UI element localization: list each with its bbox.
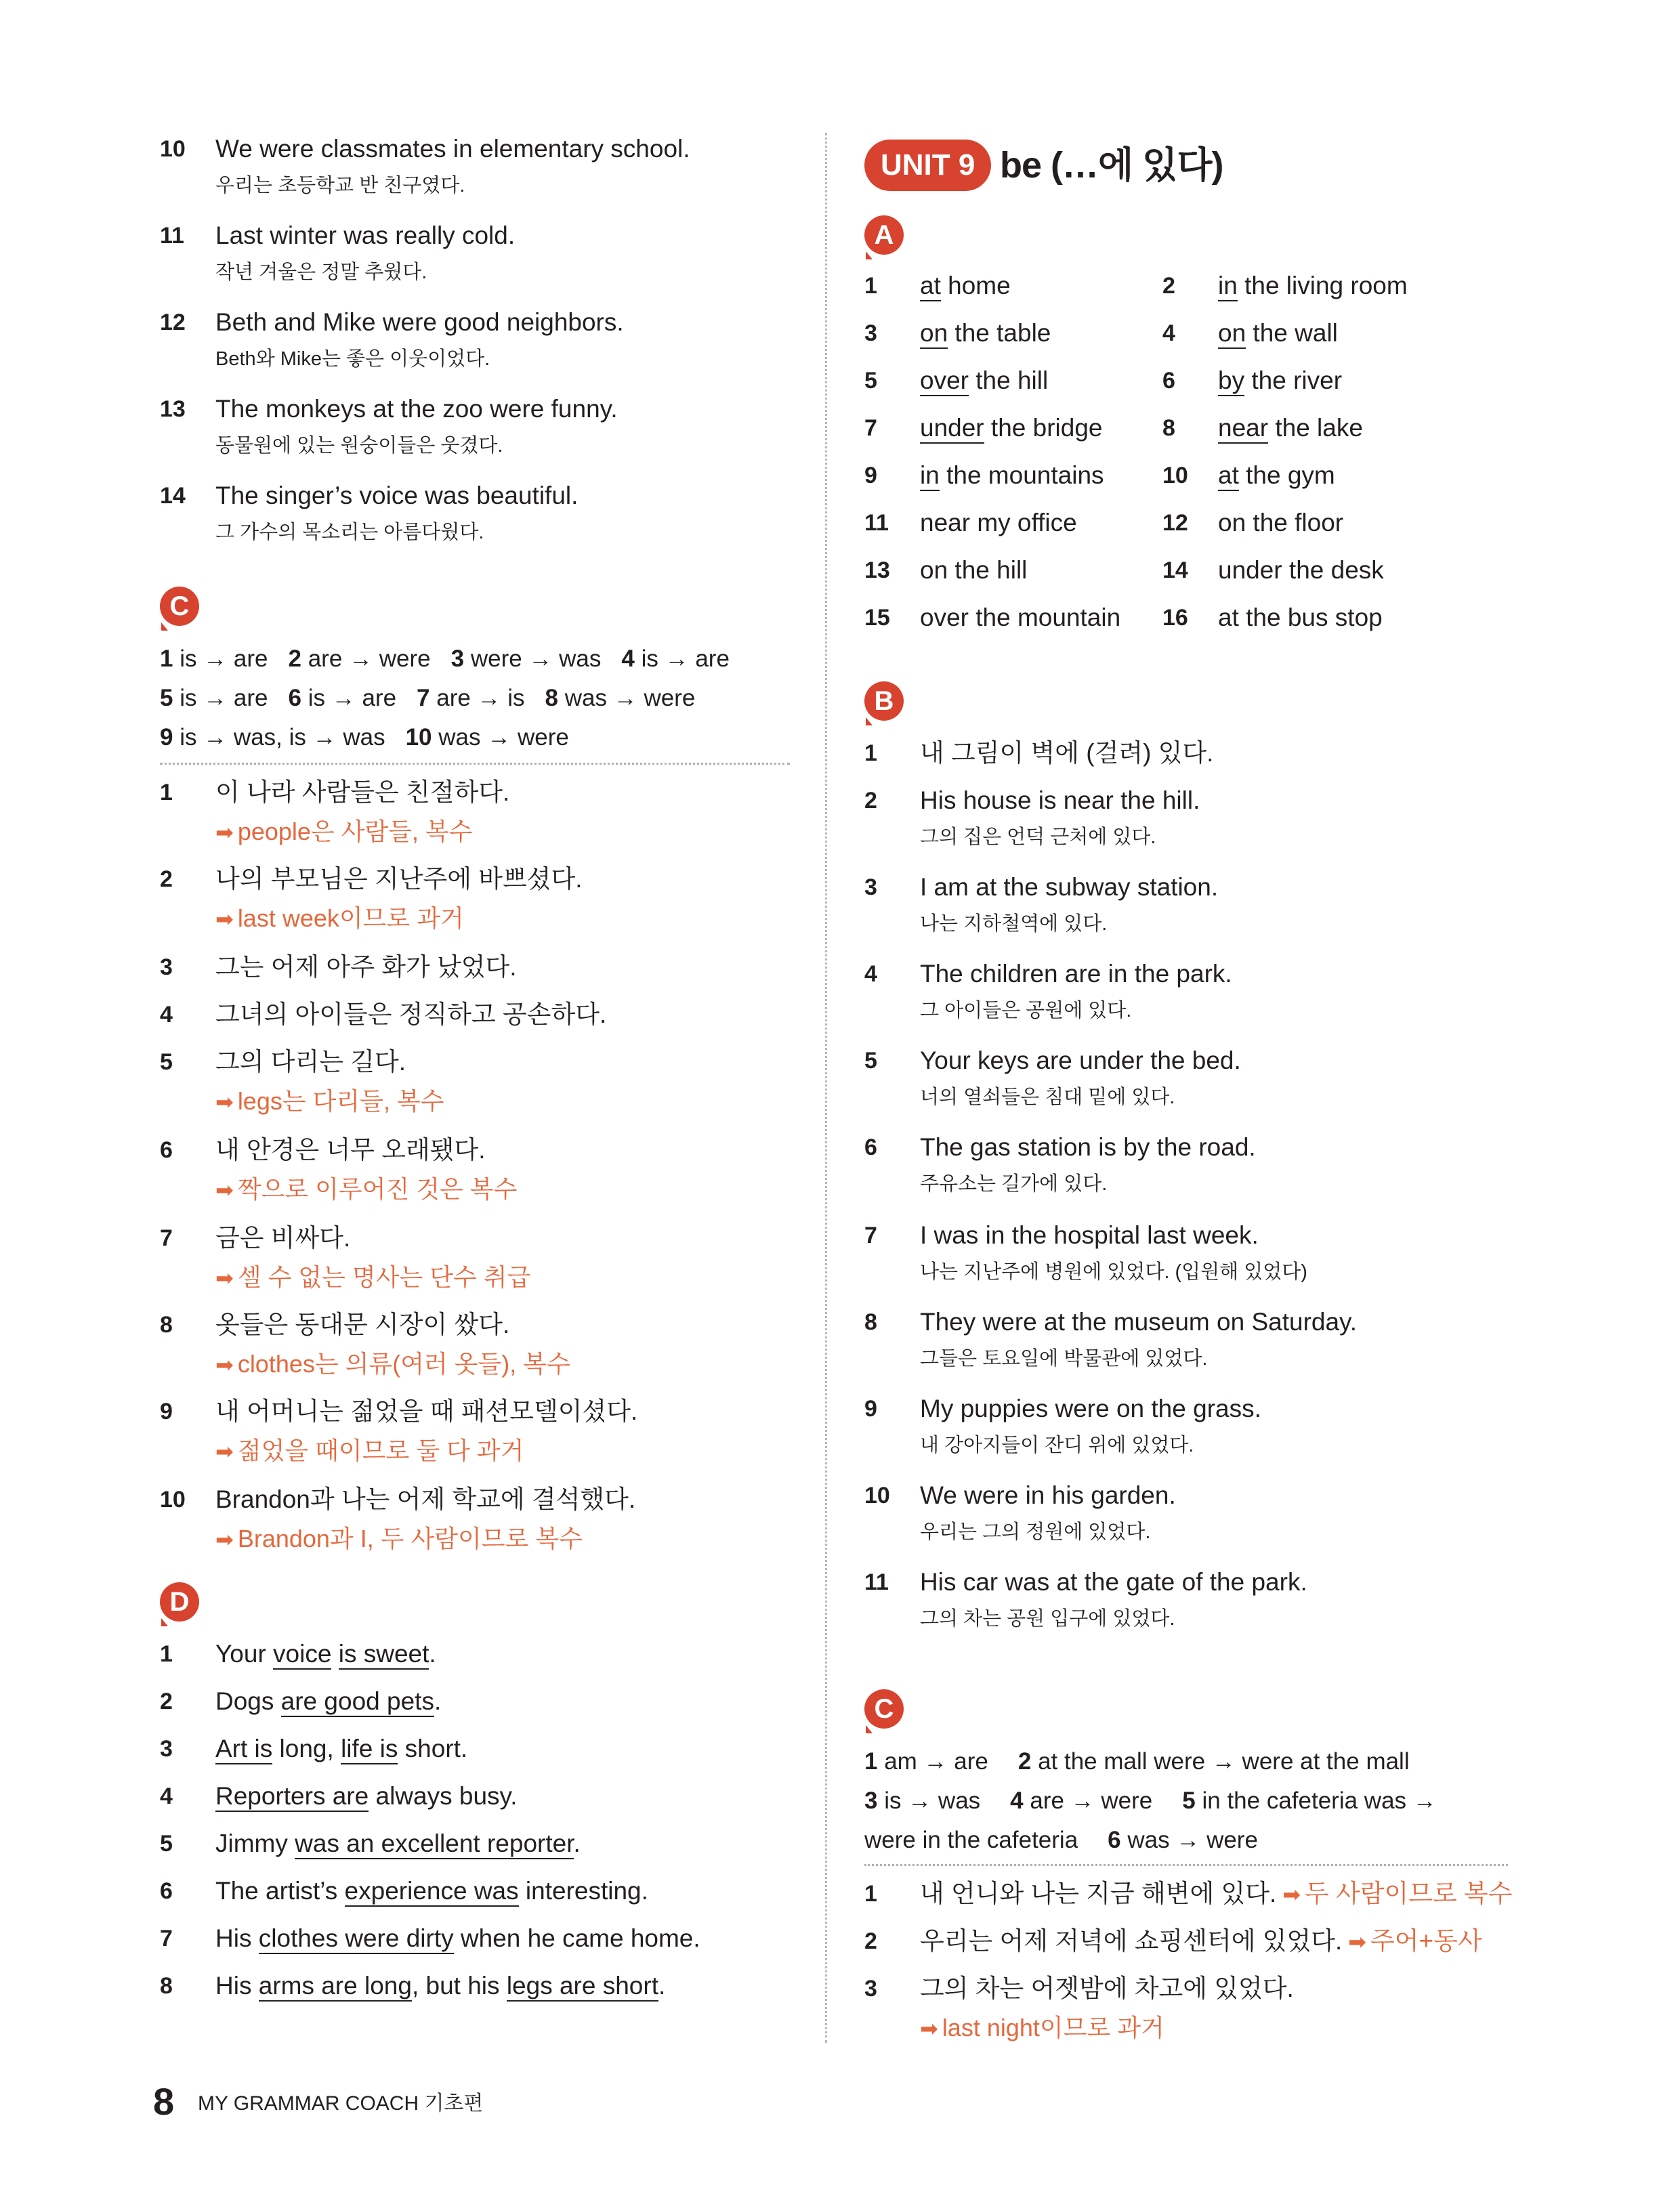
arrow-right-icon: ➡ — [215, 1266, 234, 1290]
arrow-right-icon: ➡ — [215, 1527, 234, 1552]
sentence-part: Jimmy — [215, 1829, 295, 1857]
korean-sentence: 내 어머니는 젊었을 때 패션모델이셨다. — [215, 1397, 638, 1425]
answer-phrase — [920, 507, 1077, 539]
korean-translation: 우리는 그의 정원에 있었다. — [920, 1521, 1151, 1543]
english-sentence: We were in his garden. — [920, 1481, 1176, 1509]
item-number: 2 — [864, 1928, 877, 1954]
english-sentence — [215, 1875, 648, 1907]
english-sentence: The monkeys at the zoo were funny. — [215, 395, 618, 423]
grid-row — [864, 507, 1508, 547]
underlined-preposition: in — [1218, 272, 1238, 301]
sentence-part: always busy. — [369, 1782, 518, 1810]
hint-line — [215, 1261, 530, 1294]
korean-translation: 나는 지난주에 병원에 있었다. (입원해 있었다) — [920, 1261, 1307, 1283]
underlined-preposition: at — [1218, 461, 1239, 491]
grid-row — [864, 317, 1508, 358]
item-number: 10 — [160, 1487, 186, 1512]
item-number: 10 — [864, 1483, 890, 1508]
hint-line — [215, 1085, 444, 1118]
item-number: 4 — [160, 1002, 173, 1028]
item-number: 14 — [1162, 557, 1188, 583]
korean-text: 그의 차는 어젯밤에 차고에 있었다. — [920, 1974, 1294, 2002]
item-number: 7 — [160, 1926, 173, 1951]
korean-translation: 우리는 초등학교 반 친구였다. — [215, 175, 465, 196]
english-sentence: We were classmates in elementary school. — [215, 135, 690, 163]
sentence-part: , but his — [411, 1972, 507, 2000]
answer-line — [160, 679, 790, 718]
phrase-rest: near my office — [920, 509, 1077, 536]
answer-text: is → are — [308, 685, 397, 711]
korean-translation: 작년 겨울은 정말 추웠다. — [215, 261, 427, 283]
answer-text: are → were — [1030, 1788, 1153, 1814]
arrow-right-icon: ➡ — [920, 2016, 938, 2041]
answer-phrase — [1218, 601, 1383, 634]
grid-row — [864, 364, 1508, 405]
item-number: 7 — [864, 415, 877, 441]
answer-phrase — [920, 601, 1120, 634]
korean-translation: 그들은 토요일에 박물관에 있었다. — [920, 1348, 1208, 1370]
english-sentence — [215, 1638, 436, 1670]
answer-phrase — [1218, 554, 1384, 587]
item-number: 2 — [1162, 273, 1175, 299]
item-number: 13 — [864, 557, 890, 583]
item-number: 3 — [160, 1736, 173, 1762]
item-number: 12 — [1162, 510, 1188, 536]
answer-text: in the cafeteria was → — [1202, 1788, 1437, 1814]
sentence-part: when he came home. — [453, 1924, 700, 1952]
answer-phrase — [1218, 507, 1343, 539]
korean-translation: 나는 지하철역에 있다. — [920, 913, 1108, 935]
english-sentence: The singer’s voice was beautiful. — [215, 482, 579, 509]
answer-text: was → were — [438, 724, 569, 750]
korean-sentence: Brandon과 나는 어제 학교에 결석했다. — [215, 1485, 636, 1513]
answer-phrase — [1218, 270, 1408, 302]
phrase-rest: the lake — [1268, 414, 1363, 442]
item-number: 2 — [160, 1689, 173, 1714]
grid-row — [864, 554, 1508, 595]
underlined-part: voice — [273, 1640, 331, 1670]
english-sentence — [215, 1970, 665, 2002]
item-number: 1 — [160, 780, 173, 805]
hint-line — [215, 816, 473, 849]
korean-sentence — [920, 1925, 1482, 1958]
answer-number: 5 — [1182, 1788, 1196, 1814]
item-number: 2 — [864, 788, 877, 813]
answer-number: 8 — [545, 685, 559, 711]
sentence-part: . — [434, 1687, 442, 1715]
korean-translation: 그의 차는 공원 입구에 있었다. — [920, 1608, 1175, 1630]
underlined-preposition: under — [920, 414, 984, 444]
item-number: 1 — [864, 1881, 877, 1907]
arrow-right-icon: ➡ — [1276, 1882, 1301, 1907]
sentence-part: interesting. — [518, 1877, 648, 1905]
sentence-part — [331, 1640, 338, 1668]
item-number: 5 — [160, 1831, 173, 1857]
section-d-badge: D — [160, 1582, 199, 1622]
item-number: 11 — [160, 223, 184, 249]
item-number: 7 — [864, 1223, 877, 1248]
answer-text: is → are — [180, 646, 268, 672]
item-number: 11 — [864, 510, 889, 536]
item-number: 13 — [160, 396, 186, 422]
answer-number: 4 — [621, 646, 635, 672]
underlined-part: life is — [341, 1735, 398, 1764]
answer-phrase — [920, 317, 1051, 350]
korean-translation: 내 강아지들이 잔디 위에 있었다. — [920, 1435, 1194, 1456]
phrase-rest: the living room — [1237, 272, 1408, 299]
hint-text: last night이므로 과거 — [942, 2014, 1164, 2042]
underlined-preposition: near — [1218, 414, 1268, 444]
hint-text: 셀 수 없는 명사는 단수 취급 — [237, 1263, 531, 1291]
sentence-part: Your — [215, 1640, 274, 1668]
sentence-part: . — [429, 1640, 436, 1668]
underlined-part: arms are long — [259, 1972, 412, 2002]
answer-phrase — [920, 364, 1048, 397]
hint-text: 두 사람이므로 복수 — [1305, 1880, 1513, 1907]
page-number: 8 — [153, 2080, 175, 2123]
phrase-rest: the mountains — [939, 461, 1104, 489]
answer-text: were → was — [470, 646, 602, 672]
underlined-preposition: at — [920, 272, 941, 301]
korean-sentence: 그의 다리는 길다. — [215, 1048, 406, 1076]
answer-text: am → are — [884, 1748, 988, 1775]
answer-text: is → was — [884, 1788, 981, 1814]
answer-line — [160, 718, 790, 757]
answer-number: 4 — [1010, 1788, 1024, 1814]
arrow-right-icon: ➡ — [215, 820, 234, 845]
phrase-rest: the gym — [1238, 461, 1335, 489]
phrase-rest: the bridge — [984, 414, 1103, 442]
korean-sentence: 그녀의 아이들은 정직하고 공손하다. — [215, 1000, 607, 1028]
korean-translation: 주유소는 길가에 있다. — [920, 1173, 1108, 1195]
english-sentence — [215, 1827, 581, 1860]
korean-sentence: 내 안경은 너무 오래됐다. — [215, 1136, 486, 1164]
underlined-preposition: over — [920, 366, 969, 396]
sentence-part: . — [658, 1972, 666, 2000]
underlined-preposition: in — [920, 461, 940, 491]
korean-translation: 그 아이들은 공원에 있다. — [920, 1000, 1132, 1021]
hint-text: 짝으로 이루어진 것은 복수 — [237, 1175, 518, 1203]
answer-text: were in the cafeteria — [864, 1827, 1078, 1853]
item-number: 3 — [864, 874, 877, 900]
english-sentence — [215, 1685, 441, 1718]
underlined-preposition: on — [1218, 319, 1246, 349]
korean-text: 내 언니와 나는 지금 해변에 있다. — [920, 1880, 1277, 1907]
column-divider — [825, 133, 827, 2043]
answer-line — [864, 1742, 1508, 1781]
answer-line — [864, 1821, 1508, 1860]
hint-text: people은 사람들, 복수 — [237, 818, 473, 845]
hint-line — [215, 1523, 583, 1556]
answer-line — [864, 1781, 1508, 1821]
section-c-badge: C — [160, 587, 199, 626]
item-number: 5 — [864, 368, 877, 394]
sentence-part: long, — [272, 1735, 341, 1762]
item-number: 3 — [864, 320, 877, 346]
section-a-badge: A — [864, 215, 904, 255]
korean-sentence: 옷들은 동대문 시장이 쌌다. — [215, 1311, 510, 1338]
underlined-part: was an excellent reporter — [295, 1829, 573, 1859]
item-number: 6 — [1162, 368, 1175, 394]
answer-line — [160, 639, 790, 679]
item-number: 8 — [1162, 415, 1175, 441]
section-b-badge: B — [864, 681, 904, 721]
phrase-rest: over the mountain — [920, 604, 1121, 631]
answer-number: 10 — [405, 724, 432, 750]
hint-text: legs는 다리들, 복수 — [237, 1087, 444, 1115]
answer-number: 6 — [288, 685, 301, 711]
underlined-part: legs are short — [507, 1972, 658, 2002]
phrase-rest: on the floor — [1218, 509, 1344, 536]
arrow-right-icon: ➡ — [215, 1090, 234, 1114]
hint-text: Brandon과 I, 두 사람이므로 복수 — [237, 1525, 583, 1552]
phrase-rest: home — [940, 272, 1011, 299]
english-sentence: The children are in the park. — [920, 960, 1232, 988]
answer-text: at the mall were → were at the mall — [1038, 1748, 1410, 1775]
hint-line — [215, 1173, 517, 1206]
answer-number: 6 — [1108, 1827, 1121, 1853]
english-sentence: His car was at the gate of the park. — [920, 1568, 1307, 1596]
answer-text: are → is — [436, 685, 525, 711]
underlined-preposition: on — [920, 319, 948, 349]
english-sentence — [215, 1780, 518, 1813]
item-number: 15 — [864, 605, 890, 631]
answer-phrase — [920, 412, 1103, 444]
item-number: 5 — [864, 1048, 877, 1074]
english-sentence: Your keys are under the bed. — [920, 1046, 1241, 1074]
item-number: 3 — [160, 954, 173, 980]
item-number: 2 — [160, 866, 173, 892]
item-number: 14 — [160, 483, 186, 509]
sentence-part: Dogs — [215, 1687, 281, 1715]
item-number: 1 — [160, 1641, 173, 1667]
item-number: 5 — [160, 1049, 173, 1075]
phrase-rest: at the bus stop — [1218, 604, 1383, 631]
korean-text: 우리는 어제 저녁에 쇼핑센터에 있었다. — [920, 1927, 1343, 1955]
item-number: 8 — [160, 1973, 173, 1999]
korean-translation: 그 가수의 목소리는 아름다웠다. — [215, 522, 484, 543]
hint-text: 젊었을 때이므로 둘 다 과거 — [237, 1437, 524, 1464]
underlined-part: Art is — [215, 1735, 272, 1764]
answer-text: is → was, is → was — [180, 724, 385, 750]
answer-number: 3 — [864, 1788, 878, 1814]
english-sentence: The gas station is by the road. — [920, 1133, 1256, 1161]
grid-row — [864, 601, 1508, 642]
answer-phrase — [1218, 317, 1338, 350]
answer-phrase — [1218, 459, 1335, 492]
section-c-badge-right: C — [864, 1689, 904, 1729]
hint-line — [215, 1435, 524, 1468]
underlined-part: clothes were dirty — [259, 1924, 454, 1954]
answer-number: 7 — [417, 685, 430, 711]
phrase-rest: the hill — [968, 366, 1049, 394]
english-sentence — [215, 1733, 467, 1765]
underlined-part: Reporters are — [215, 1782, 369, 1812]
sentence-part: His — [215, 1924, 259, 1952]
sentence-part: The artist’s — [215, 1877, 345, 1905]
answer-number: 1 — [160, 646, 173, 672]
answer-text: was → were — [564, 685, 696, 711]
english-sentence — [215, 1922, 700, 1955]
korean-translation: 동물원에 있는 원숭이들은 웃겼다. — [215, 435, 503, 457]
korean-sentence: 이 나라 사람들은 친절하다. — [215, 778, 510, 806]
english-sentence: 내 그림이 벽에 (걸려) 있다. — [920, 739, 1214, 767]
item-number: 6 — [864, 1135, 877, 1160]
item-number: 3 — [864, 1976, 877, 2002]
phrase-rest: the table — [948, 319, 1051, 347]
phrase-rest: under the desk — [1218, 556, 1384, 584]
item-number: 1 — [864, 273, 877, 299]
sentence-part: short. — [398, 1735, 468, 1762]
answer-text: is → are — [641, 646, 730, 672]
phrase-rest: on the hill — [920, 556, 1028, 584]
arrow-right-icon: ➡ — [1342, 1930, 1366, 1954]
korean-sentence — [920, 1972, 1294, 2005]
answer-phrase — [1218, 364, 1342, 397]
arrow-right-icon: ➡ — [215, 1178, 234, 1202]
hint-line — [920, 2012, 1164, 2045]
underlined-preposition: by — [1218, 366, 1244, 396]
item-number: 11 — [864, 1569, 889, 1595]
english-sentence: Beth and Mike were good neighbors. — [215, 308, 624, 336]
underlined-part: is sweet — [339, 1640, 429, 1670]
korean-sentence: 그는 어제 아주 화가 났었다. — [215, 953, 517, 981]
unit-title: be (…에 있다) — [1000, 145, 1223, 186]
answer-number: 9 — [160, 724, 173, 750]
book-title: MY GRAMMAR COACH 기초편 — [198, 2092, 484, 2115]
sentence-part: His — [215, 1972, 259, 2000]
answer-text: are → were — [308, 646, 431, 672]
english-sentence: Last winter was really cold. — [215, 221, 516, 249]
grid-row — [864, 412, 1508, 452]
item-number: 9 — [864, 463, 877, 488]
arrow-right-icon: ➡ — [215, 1353, 234, 1377]
korean-translation: Beth와 Mike는 좋은 이웃이었다. — [215, 348, 490, 370]
item-number: 4 — [1162, 320, 1175, 346]
item-number: 8 — [160, 1312, 173, 1338]
item-number: 7 — [160, 1225, 173, 1251]
dotted-separator — [160, 763, 790, 765]
item-number: 4 — [864, 961, 877, 987]
answer-phrase — [920, 554, 1027, 587]
item-number: 10 — [1162, 463, 1188, 488]
dotted-separator-right — [864, 1864, 1508, 1866]
phrase-rest: the wall — [1246, 319, 1338, 347]
answer-phrase — [920, 459, 1104, 492]
arrow-right-icon: ➡ — [215, 1439, 234, 1464]
answer-text: is → are — [180, 685, 268, 711]
phrase-rest: the river — [1244, 366, 1343, 394]
item-number: 8 — [864, 1309, 877, 1335]
item-number: 6 — [160, 1137, 173, 1163]
english-sentence: My puppies were on the grass. — [920, 1395, 1261, 1422]
item-number: 6 — [160, 1878, 173, 1904]
answer-number: 3 — [450, 646, 465, 672]
item-number: 12 — [160, 310, 186, 335]
english-sentence: I am at the subway station. — [920, 873, 1219, 901]
answer-number: 2 — [288, 646, 301, 672]
answer-number: 2 — [1017, 1748, 1032, 1775]
korean-sentence: 나의 부모님은 지난주에 바쁘셨다. — [215, 865, 583, 893]
english-sentence: They were at the museum on Saturday. — [920, 1308, 1358, 1336]
underlined-part: are good pets — [281, 1687, 434, 1717]
hint-text: clothes는 의류(여러 옷들), 복수 — [237, 1350, 570, 1378]
answer-number: 1 — [864, 1748, 878, 1775]
sentence-part: . — [573, 1829, 581, 1857]
unit-label: UNIT 9 — [864, 140, 991, 191]
grid-row — [864, 270, 1508, 310]
item-number: 1 — [864, 740, 877, 766]
answer-phrase — [920, 270, 1011, 302]
korean-sentence: 금은 비싸다. — [215, 1224, 351, 1252]
grid-row — [864, 459, 1508, 500]
korean-sentence — [920, 1878, 1513, 1911]
hint-text: 주어+동사 — [1370, 1927, 1482, 1955]
arrow-right-icon: ➡ — [215, 907, 234, 931]
item-number: 4 — [160, 1783, 173, 1809]
english-sentence: I was in the hospital last week. — [920, 1221, 1259, 1249]
korean-translation: 너의 열쇠들은 침대 밑에 있다. — [920, 1086, 1175, 1108]
item-number: 9 — [864, 1396, 877, 1422]
item-number: 10 — [160, 136, 186, 162]
answer-phrase — [1218, 412, 1363, 444]
hint-line — [215, 902, 464, 935]
answer-text: was → were — [1127, 1827, 1258, 1853]
korean-translation: 그의 집은 언덕 근처에 있다. — [920, 826, 1156, 848]
underlined-part: experience was — [345, 1877, 519, 1907]
hint-text: last week이므로 과거 — [237, 904, 464, 932]
english-sentence: His house is near the hill. — [920, 786, 1200, 814]
item-number: 16 — [1162, 605, 1188, 631]
hint-line — [215, 1348, 570, 1381]
item-number: 9 — [160, 1399, 173, 1424]
answer-number: 5 — [160, 685, 173, 711]
